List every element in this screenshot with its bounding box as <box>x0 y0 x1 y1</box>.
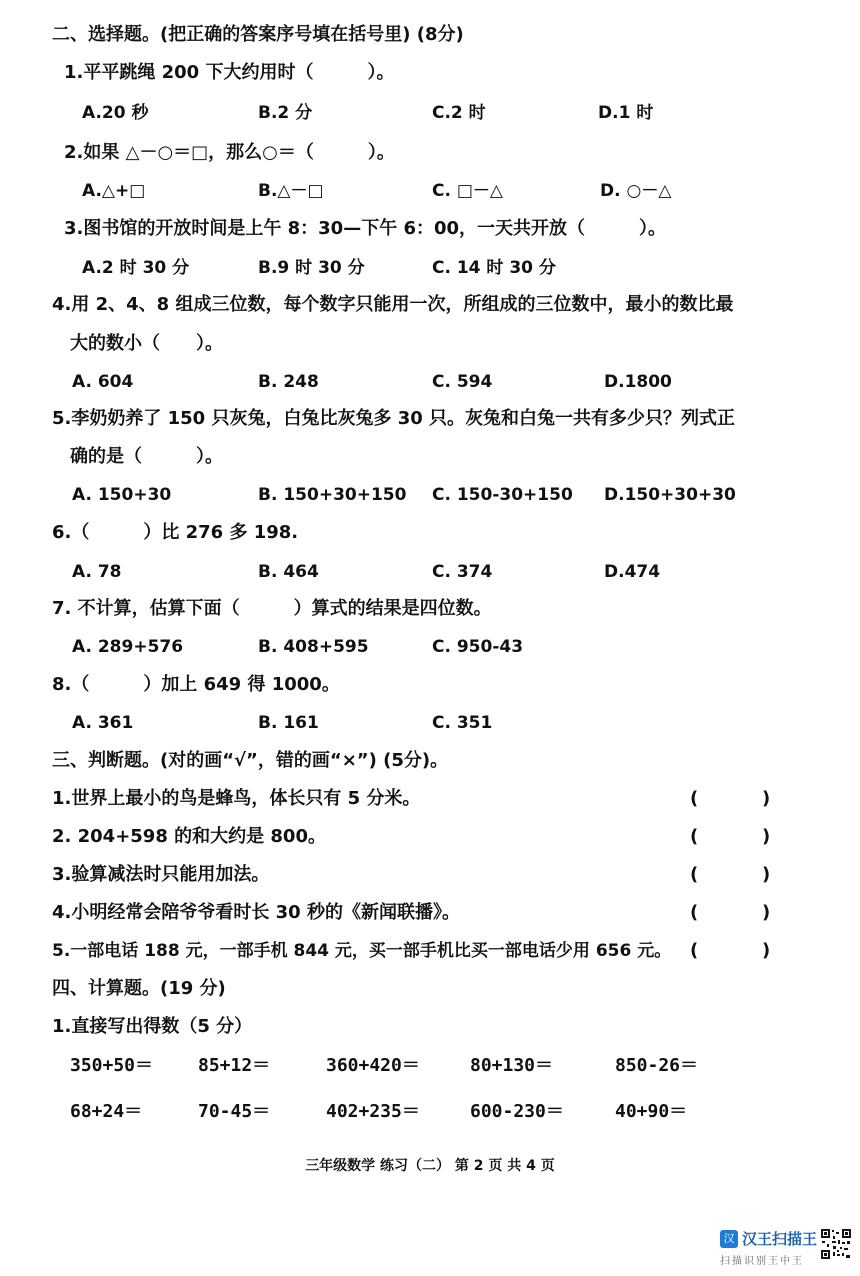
qr-code-icon <box>820 1228 852 1260</box>
q7-text: 7. 不计算，估算下面（ ）算式的结果是四位数。 <box>52 598 492 619</box>
q1-option-d: D.1 时 <box>598 103 654 123</box>
judge-4-paren-left: ( <box>690 902 699 923</box>
q6-option-c: C. 374 <box>432 562 493 582</box>
page-footer: 三年级数学 练习（二） 第 2 页 共 4 页 <box>305 1158 555 1174</box>
q1-option-b: B.2 分 <box>258 103 313 123</box>
calc-r2-3: 402+235＝ <box>326 1101 420 1122</box>
judge-3-paren-right: ) <box>762 864 771 885</box>
calc-r1-3: 360+420＝ <box>326 1055 420 1076</box>
section4-sub1: 1.直接写出得数（5 分） <box>52 1016 253 1037</box>
q1-option-a: A.20 秒 <box>82 103 149 123</box>
judge-2-paren-left: ( <box>690 826 699 847</box>
judge-item-5: 5.一部电话 188 元，一部手机 844 元，买一部手机比买一部电话少用 656 元。 <box>52 941 672 961</box>
q3-option-c: C. 14 时 30 分 <box>432 258 556 278</box>
q4-option-d: D.1800 <box>604 372 672 392</box>
q8-option-b: B. 161 <box>258 713 319 733</box>
q4-option-b: B. 248 <box>258 372 319 392</box>
q7-option-c: C. 950-43 <box>432 637 524 657</box>
q8-option-c: C. 351 <box>432 713 493 733</box>
q8-option-a: A. 361 <box>72 713 134 733</box>
scanner-brand-name: 汉王扫描王 <box>742 1230 818 1248</box>
calc-r1-1: 350+50＝ <box>70 1055 154 1076</box>
judge-2-paren-right: ) <box>762 826 771 847</box>
section4-title: 四、计算题。(19 分) <box>52 978 226 999</box>
judge-3-paren-left: ( <box>690 864 699 885</box>
judge-4-paren-right: ) <box>762 902 771 923</box>
q3-text: 3.图书馆的开放时间是上午 8：30—下午 6：00，一天共开放（ ）。 <box>64 218 667 239</box>
q4-option-a: A. 604 <box>72 372 134 392</box>
judge-item-2: 2. 204+598 的和大约是 800。 <box>52 826 326 847</box>
q5-option-a: A. 150+30 <box>72 485 172 505</box>
scanner-tagline: 扫描识别王中王 <box>720 1256 804 1267</box>
q7-option-b: B. 408+595 <box>258 637 369 657</box>
q1-text: 1.平平跳绳 200 下大约用时（ ）。 <box>64 62 395 83</box>
judge-item-4: 4.小明经常会陪爷爷看时长 30 秒的《新闻联播》。 <box>52 902 460 923</box>
q4-option-c: C. 594 <box>432 372 493 392</box>
judge-1-paren-right: ) <box>762 788 771 809</box>
calc-r1-4: 80+130＝ <box>470 1055 554 1076</box>
q4-text-cont: 大的数小（ ）。 <box>70 333 223 354</box>
q3-option-a: A.2 时 30 分 <box>82 258 190 278</box>
judge-5-paren-left: ( <box>690 940 699 961</box>
q2-text: 2.如果 △－○＝□，那么○＝（ ）。 <box>64 142 395 163</box>
calc-r2-1: 68+24＝ <box>70 1101 143 1122</box>
q4-text: 4.用 2、4、8 组成三位数，每个数字只能用一次，所组成的三位数中，最小的数比最 <box>52 294 734 315</box>
q2-option-d: D. ○－△ <box>600 181 672 201</box>
q2-option-c: C. □－△ <box>432 181 503 201</box>
q3-option-b: B.9 时 30 分 <box>258 258 365 278</box>
q6-option-d: D.474 <box>604 562 661 582</box>
judge-item-3: 3.验算减法时只能用加法。 <box>52 864 270 885</box>
section2-title: 二、选择题。(把正确的答案序号填在括号里) (8分) <box>52 24 464 45</box>
scanner-watermark <box>716 1228 852 1268</box>
q5-text: 5.李奶奶养了 150 只灰兔，白兔比灰兔多 30 只。灰兔和白兔一共有多少只？列式正 <box>52 408 736 429</box>
q6-option-a: A. 78 <box>72 562 122 582</box>
q6-option-b: B. 464 <box>258 562 319 582</box>
q5-option-d: D.150+30+30 <box>604 485 736 505</box>
section3-title: 三、判断题。(对的画“√”，错的画“×”) (5分)。 <box>52 750 449 771</box>
q5-option-b: B. 150+30+150 <box>258 485 407 505</box>
calc-r2-2: 70-45＝ <box>198 1101 271 1122</box>
q8-text: 8.（ ）加上 649 得 1000。 <box>52 674 340 695</box>
q2-option-b: B.△－□ <box>258 181 324 201</box>
calc-r1-5: 850-26＝ <box>615 1055 699 1076</box>
q7-option-a: A. 289+576 <box>72 637 184 657</box>
q5-option-c: C. 150-30+150 <box>432 485 573 505</box>
q5-text-cont: 确的是（ ）。 <box>70 446 223 467</box>
scanner-logo-icon: 汉 <box>720 1230 738 1248</box>
q6-text: 6.（ ）比 276 多 198. <box>52 522 299 543</box>
judge-item-1: 1.世界上最小的鸟是蜂鸟，体长只有 5 分米。 <box>52 788 421 809</box>
q1-option-c: C.2 时 <box>432 103 486 123</box>
calc-r2-5: 40+90＝ <box>615 1101 688 1122</box>
judge-1-paren-left: ( <box>690 788 699 809</box>
calc-r1-2: 85+12＝ <box>198 1055 271 1076</box>
q2-option-a: A.△+□ <box>82 181 146 201</box>
judge-5-paren-right: ) <box>762 940 771 961</box>
calc-r2-4: 600-230＝ <box>470 1101 564 1122</box>
